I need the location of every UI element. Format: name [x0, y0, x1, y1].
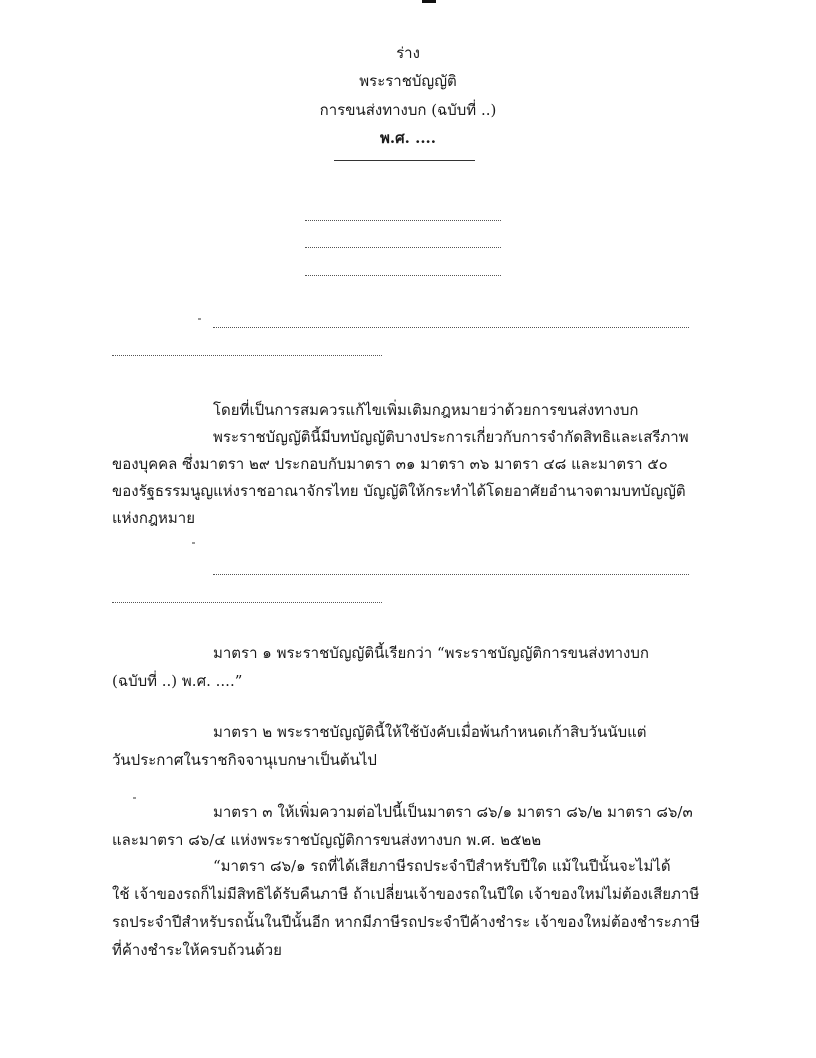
section-86-1-line-2: ใช้ เจ้าของรถก็ไม่มีสิทธิได้รับคืนภาษี ถ้าเปลี่ยนเจ้าของรถในปีใด เจ้าของใหม่ไม่ต้องเสียภาษี [112, 885, 700, 903]
placeholder-line-1 [305, 220, 501, 221]
placeholder-line-5 [112, 355, 382, 356]
section-86-1-line-3: รถประจำปีสำหรับรถนั้นในปีนั้นอีก หากมีภาษีรถประจำปีค้างชำระ เจ้าของใหม่ต้องชำระภาษี [112, 913, 700, 931]
section-1-line-2: (ฉบับที่ ..) พ.ศ. ....” [112, 672, 243, 690]
draft-label: ร่าง [396, 44, 420, 62]
scan-speck [192, 542, 195, 544]
preamble-line-2: พระราชบัญญัตินี้มีบทบัญญัติบางประการเกี่ยวกับการจำกัดสิทธิและเสรีภาพ [213, 428, 689, 446]
preamble-line-3: ของบุคคล ซึ่งมาตรา ๒๙ ประกอบกับมาตรา ๓๑ มาตรา ๓๖ มาตรา ๔๘ และมาตรา ๕๐ [112, 455, 668, 473]
placeholder-line-6 [213, 574, 689, 575]
act-year: พ.ศ. .... [380, 129, 436, 147]
title-underline [334, 160, 475, 161]
placeholder-line-4 [213, 327, 689, 328]
page-top-mark [422, 0, 436, 3]
placeholder-line-7 [112, 602, 382, 603]
section-3-line-2: และมาตรา ๘๖/๔ แห่งพระราชบัญญัติการขนส่งทางบก พ.ศ. ๒๕๒๒ [112, 831, 542, 849]
section-86-1-line-4: ที่ค้างชำระให้ครบถ้วนด้วย [112, 941, 282, 959]
scan-speck [133, 797, 136, 799]
section-3-line-1: มาตรา ๓ ให้เพิ่มความต่อไปนี้เป็นมาตรา ๘๖/๑ มาตรา ๘๖/๒ มาตรา ๘๖/๓ [213, 803, 693, 821]
preamble-line-5: แห่งกฎหมาย [112, 509, 196, 527]
section-86-1-line-1: “มาตรา ๘๖/๑ รถที่ได้เสียภาษีรถประจำปีสำหรับปีใด แม้ในปีนั้นจะไม่ได้ [213, 857, 671, 875]
act-subject: การขนส่งทางบก (ฉบับที่ ..) [319, 101, 497, 119]
placeholder-line-2 [305, 247, 501, 248]
section-2-line-1: มาตรา ๒ พระราชบัญญัตินี้ให้ใช้บังคับเมื่อพ้นกำหนดเก้าสิบวันนับแต่ [213, 723, 647, 741]
preamble-line-4: ของรัฐธรรมนูญแห่งราชอาณาจักรไทย บัญญัติให้กระทำได้โดยอาศัยอำนาจตามบทบัญญัติ [112, 482, 686, 500]
section-1-line-1: มาตรา ๑ พระราชบัญญัตินี้เรียกว่า “พระราชบัญญัติการขนส่งทางบก [213, 644, 649, 662]
scan-speck [198, 318, 201, 320]
section-2-line-2: วันประกาศในราชกิจจานุเบกษาเป็นต้นไป [112, 751, 377, 769]
act-title: พระราชบัญญัติ [359, 72, 457, 90]
placeholder-line-3 [305, 275, 501, 276]
preamble-line-1: โดยที่เป็นการสมควรแก้ไขเพิ่มเติมกฎหมายว่าด้วยการขนส่งทางบก [213, 401, 639, 419]
